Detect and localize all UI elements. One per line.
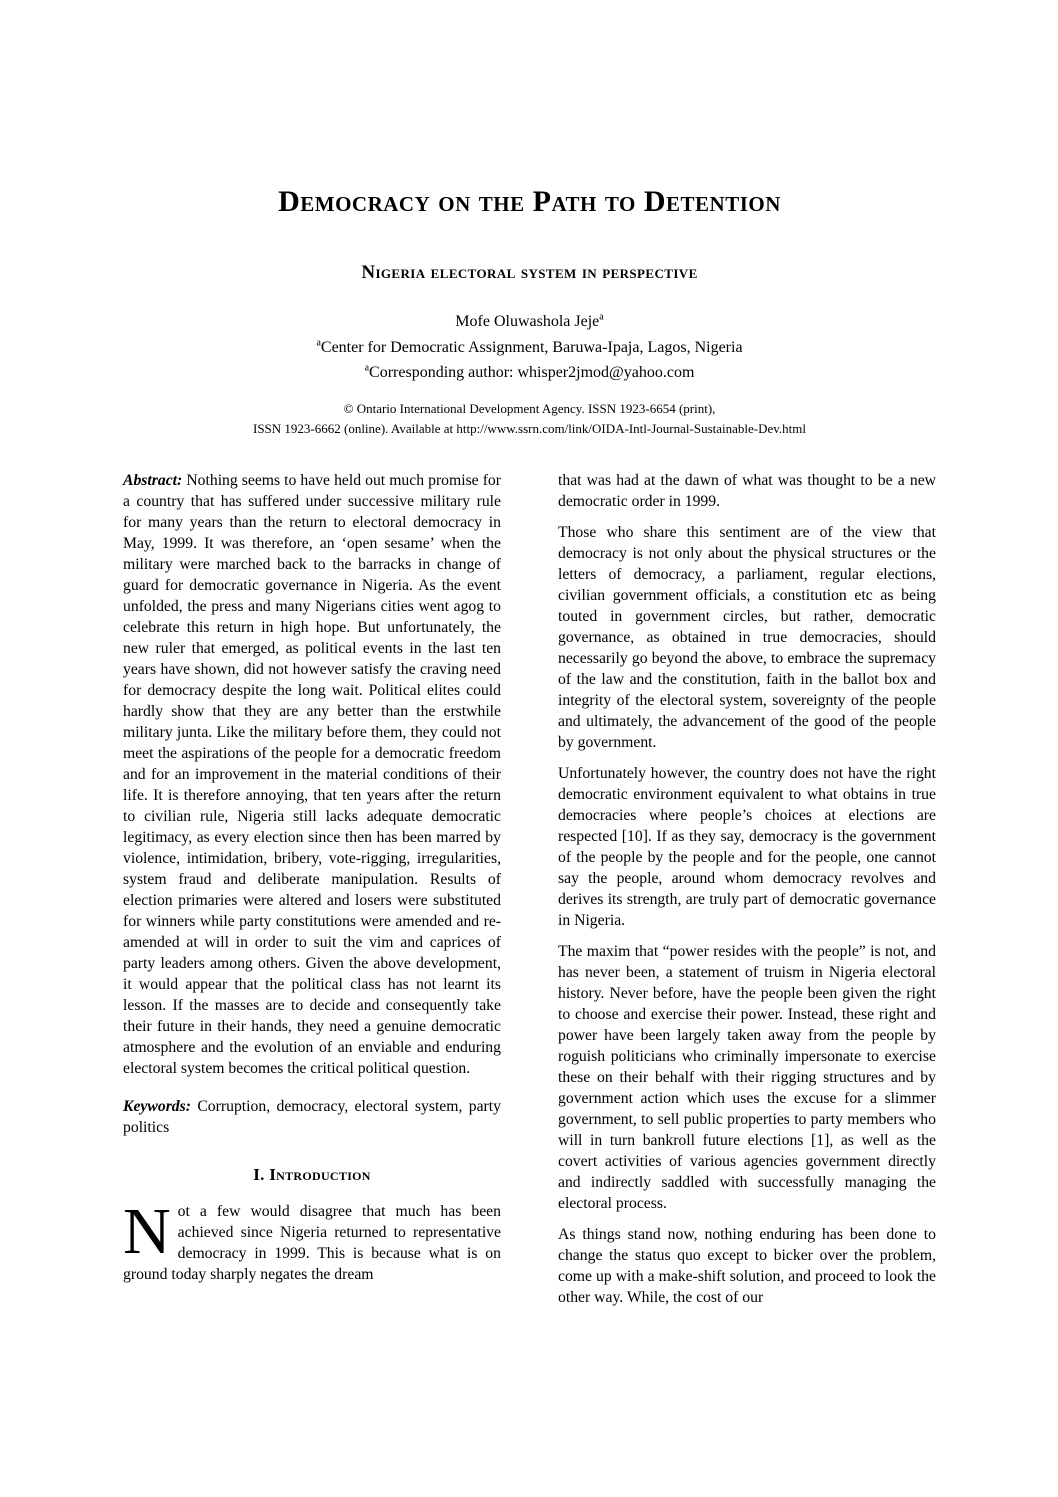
- two-column-body: [123, 470, 936, 1318]
- body-paragraph: Those who share this sentiment are of the view that democracy is not only about the physical structures or the letters of democracy, a parliament, regular elections, civilian government officials, a constitution etc as being touted in government circles, but rather, democratic governance, as obtained in true democracies, should necessarily go beyond the above, to embrace the supremacy of the law and the constitution, faith in the ballot box and integrity of the electoral system, sovereignty of the people and ultimately, the advancement of the good of the people by government.: [558, 523, 936, 751]
- intro-dropcap: N: [123, 1194, 171, 1268]
- author-name-sup: a: [599, 311, 604, 323]
- page-title: Democracy on the Path to Detention: [278, 185, 781, 218]
- keywords-label: Keywords:: [123, 1097, 191, 1115]
- author-affiliation: Center for Democratic Assignment, Baruwa-Ipaja, Lagos, Nigeria: [320, 338, 743, 356]
- abstract-label: Abstract:: [123, 471, 183, 489]
- author-correspondence-line: [123, 360, 936, 386]
- section-heading-introduction: I. Introduction: [253, 1164, 371, 1184]
- abstract-paragraph: [123, 470, 501, 1079]
- body-paragraph: that was had at the dawn of what was thought to be a new democratic order in 1999.: [558, 471, 936, 510]
- correspondence-sup: a: [364, 362, 370, 374]
- right-column: [558, 470, 936, 1318]
- author-block: [123, 309, 936, 386]
- intro-opening-text: ot a few would disagree that much has been achieved since Nigeria returned to representative democracy in 1999. This is because what is on ground today sharply negates the dream: [123, 1202, 501, 1283]
- affiliation-sup: a: [316, 337, 321, 349]
- body-paragraph: The maxim that “power resides with the people” is not, and has never been, a statement of truism in Nigeria electoral history. Never before, have the people been given the right to choose and exercise their power. Instead, these right and power have been largely taken away from the people by roguish politicians who criminally impersonate to exercise these on their behalf with their rigging structures and by government action which uses the excuse for a slimmer government, to sell public properties to party members who will in turn bankroll future elections [1], as well as the covert activities of various agencies government directly and indirectly saddled with successfully managing the electoral process.: [558, 942, 936, 1212]
- imprint-block: [123, 399, 936, 439]
- body-paragraph: Unfortunately however, the country does not have the right democratic environment equivalent to what obtains in true democracies where people’s choices at elections are respected [10]. If as they say, democracy is the government of the people by the people and for the people, one cannot say the people, around whom democracy revolves and derives its strength, are truly part of democratic governance in Nigeria.: [558, 764, 936, 929]
- keywords-text: Corruption, democracy, electoral system, party politics: [123, 1097, 501, 1136]
- page-subtitle: Nigeria electoral system in perspective: [361, 262, 698, 283]
- author-name: Mofe Oluwashola Jeje: [455, 313, 600, 330]
- imprint-line-2: ISSN 1923-6662 (online). Available at http://www.ssrn.com/link/OIDA-Intl-Journal-Sustainable-Dev.html: [252, 420, 806, 436]
- intro-paragraph: [123, 1194, 501, 1285]
- imprint-line-1: © Ontario International Development Agency. ISSN 1923-6654 (print),: [343, 400, 716, 416]
- left-column: [123, 470, 501, 1318]
- body-paragraph: As things stand now, nothing enduring has been done to change the status quo except to bicker over the problem, come up with a make-shift solution, and proceed to look the other way. While, the cost of our: [558, 1225, 936, 1306]
- abstract-text: Nothing seems to have held out much promise for a country that has suffered under successive military rule for many years than the return to electoral democracy in May, 1999. It was therefore, an ‘open sesame’ when the military were marched back to the barracks in change of guard for democratic governance in Nigeria. As the event unfolded, the press and many Nigerians cities went agog to celebrate this return in high hope. But unfortunately, the new ruler that emerged, as political events in the last ten years have shown, did not however satisfy the craving need for democracy despite the long wait. Political elites could hardly show that they are any better than the erstwhile military junta. Like the military before them, they could not meet the aspirations of the people for a democratic freedom and for an improvement in the material conditions of their life. It is therefore annoying, that ten years after the return to civilian rule, Nigeria still lacks adequate democratic legitimacy, as every election since then has been marred by violence, intimidation, bribery, vote-rigging, irregularities, system fraud and deliberate manipulation. Results of election primaries were altered and losers were substituted for winners while party constitutions were amended and re-amended at will in order to suit the vim and caprices of party leaders among others. Given the above development, it would appear that the political class has not learnt its lesson. If the masses are to decide and consequently take their future in their hands, they need a genuine democratic atmosphere and the evolution of an enviable and enduring electoral system becomes the critical political question.: [123, 471, 501, 1077]
- author-affiliation-line: [123, 335, 936, 361]
- keywords-paragraph: [123, 1096, 501, 1138]
- author-correspondence: Corresponding author: whisper2jmod@yahoo.com: [369, 364, 695, 381]
- author-name-line: [123, 309, 936, 335]
